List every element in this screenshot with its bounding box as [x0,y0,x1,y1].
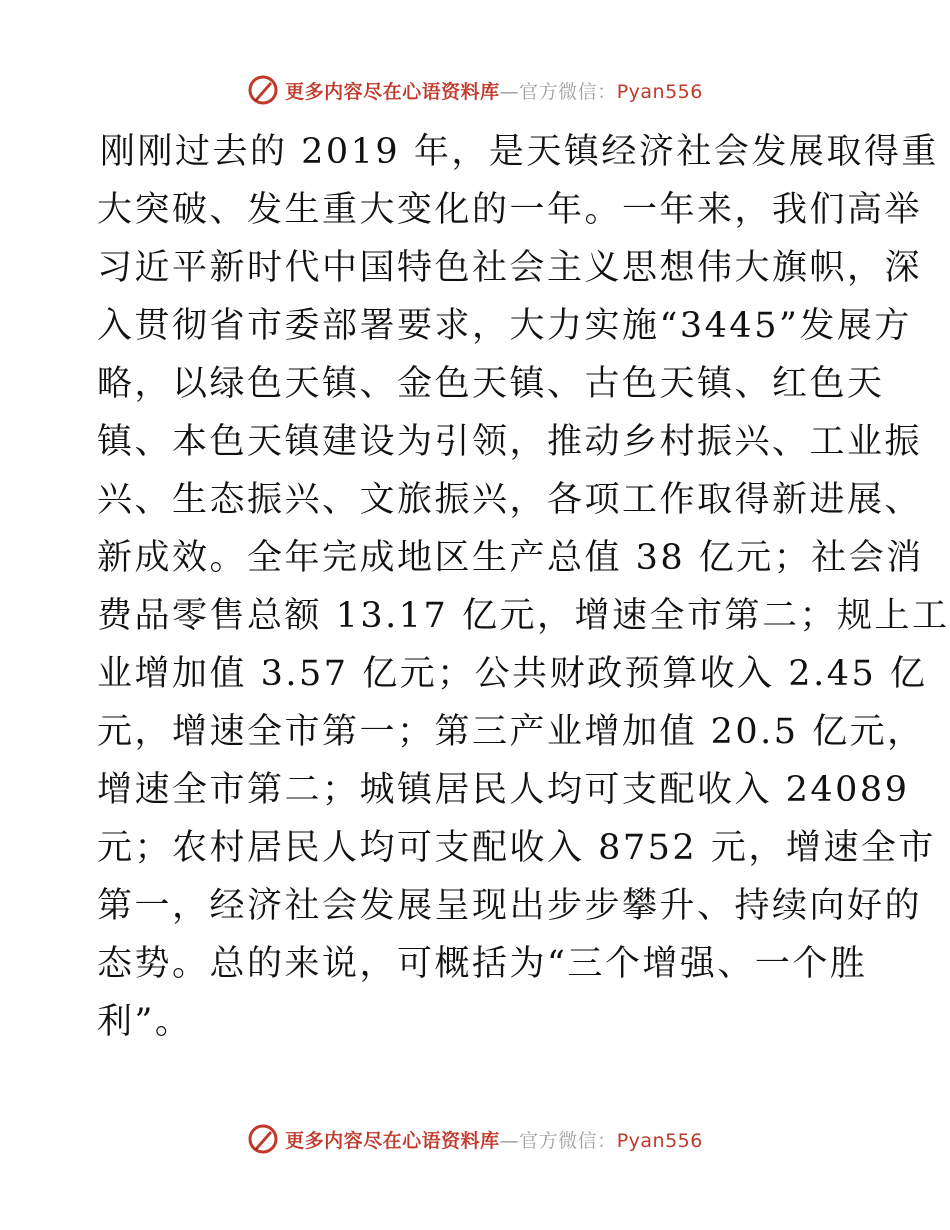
paragraph-line: 兴、生态振兴、文旅振兴，各项工作取得新进展、 [97,480,923,520]
banner-dash: — [499,80,520,103]
banner-content [247,1123,703,1155]
paragraph-line: 元；农村居民人均可支配收入 8752 元，增速全市 [97,828,936,868]
paragraph-line: 略，以绿色天镇、金色天镇、古色天镇、红色天 [97,364,885,404]
paragraph-line: 态势。总的来说，可概括为“三个增强、一个胜 [97,944,868,984]
banner-text [285,1126,703,1153]
banner-text [285,77,703,104]
paragraph-line: 第一，经济社会发展呈现出步步攀升、持续向好的 [97,886,923,926]
header-banner [0,70,950,110]
banner-middle-text: 官方微信： [519,80,617,103]
banner-middle-text: 官方微信： [519,1129,617,1152]
paragraph-line: 元，增速全市第一；第三产业增加值 20.5 亿元， [97,712,925,752]
banner-dash: — [499,1129,520,1152]
paragraph-line: 利”。 [97,1002,193,1042]
quill-logo-icon [247,1123,279,1155]
banner-content [247,74,703,106]
paragraph-line: 镇、本色天镇建设为引领，推动乡村振兴、工业振 [97,422,923,462]
paragraph-line: 新成效。全年完成地区生产总值 38 亿元；社会消 [97,538,924,578]
paragraph-line: 增速全市第二；城镇居民人均可支配收入 24089 [97,770,910,810]
banner-left-text: 更多内容尽在心语资料库 [285,80,500,103]
paragraph-line: 入贯彻省市委部署要求，大力实施“3445”发展方 [97,306,912,346]
banner-wechat-id: Pyan556 [616,80,703,103]
footer-banner [0,1119,950,1159]
paragraph-line: 费品零售总额 13.17 亿元，增速全市第二；规上工 [97,596,950,636]
banner-left-text: 更多内容尽在心语资料库 [285,1129,500,1152]
paragraph-line: 业增加值 3.57 亿元；公共财政预算收入 2.45 亿 [97,654,928,694]
paragraph-line: 刚刚过去的 2019 年，是天镇经济社会发展取得重 [100,132,939,172]
paragraph-line: 习近平新时代中国特色社会主义思想伟大旗帜，深 [97,248,923,288]
paragraph-line: 大突破、发生重大变化的一年。一年来，我们高举 [97,190,923,230]
banner-wechat-id: Pyan556 [616,1129,703,1152]
quill-logo-icon [247,74,279,106]
